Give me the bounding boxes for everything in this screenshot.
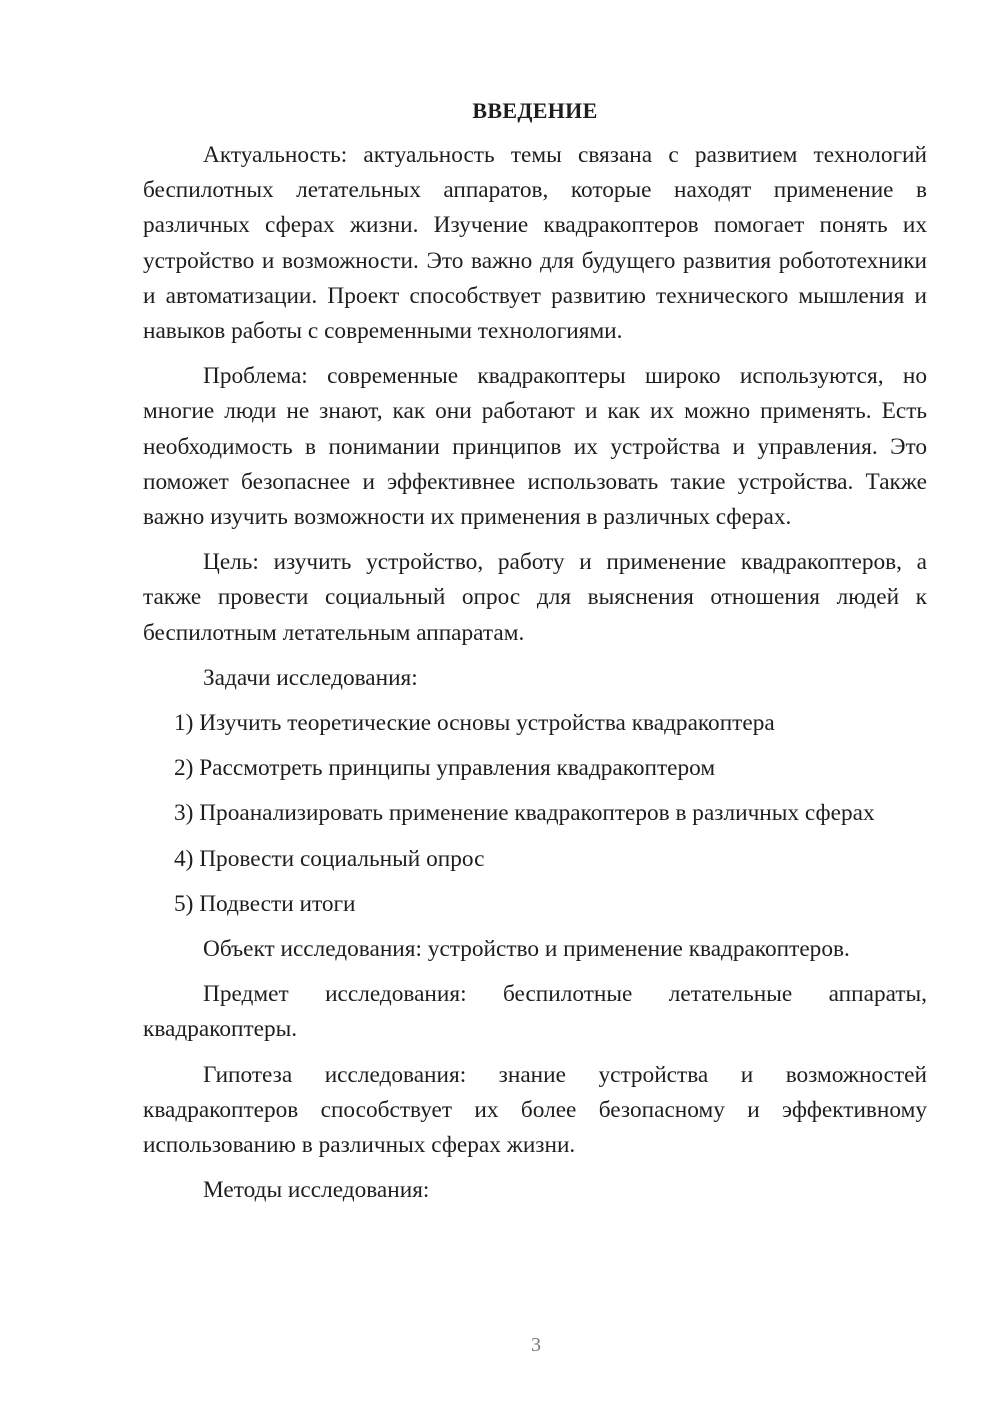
page-title: ВВЕДЕНИЕ bbox=[472, 98, 598, 123]
task-item: 5) Подвести итоги bbox=[174, 890, 356, 917]
problem-paragraph: Проблема: современные квадракоптеры широко используются, но многие люди не знают, как они работают и как их можно применять. Есть необходимость в понимании принципов их устройства и управления. Это поможет безопаснее и эффективнее использовать такие устройства. Также важно изучить возможности их применения в различных сферах. bbox=[143, 363, 927, 531]
task-item: 1) Изучить теоретические основы устройства квадракоптера bbox=[174, 710, 775, 737]
actuality-paragraph: Актуальность: актуальность темы связана с развитием технологий беспилотных летательных аппаратов, которые находят применение в различных сферах жизни. Изучение квадракоптеров помогает понять их устройство и возможности. Это важно для будущего развития робототехники и автоматизации. Проект способствует развитию технического мышления и навыков работы с современными технологиями. bbox=[143, 142, 927, 345]
task-item: 3) Проанализировать применение квадракоптеров в различных сферах bbox=[174, 800, 875, 827]
object-paragraph: Объект исследования: устройство и применение квадракоптеров. bbox=[203, 936, 850, 963]
subject-paragraph: Предмет исследования: беспилотные летательные аппараты, квадракоптеры. bbox=[143, 981, 927, 1043]
task-item: 4) Провести социальный опрос bbox=[174, 845, 485, 872]
goal-paragraph: Цель: изучить устройство, работу и применение квадракоптеров, а также провести социальный опрос для выяснения отношения людей к беспилотным летательным аппаратам. bbox=[143, 549, 927, 646]
methods-heading: Методы исследования: bbox=[203, 1177, 430, 1204]
tasks-list bbox=[143, 706, 927, 922]
page-number: 3 bbox=[531, 1334, 541, 1356]
tasks-heading: Задачи исследования: bbox=[203, 664, 418, 691]
document-page bbox=[143, 96, 927, 1218]
task-item: 2) Рассмотреть принципы управления квадракоптером bbox=[174, 755, 716, 782]
hypothesis-paragraph: Гипотеза исследования: знание устройства и возможностей квадракоптеров способствует их более безопасному и эффективному использованию в различных сферах жизни. bbox=[143, 1061, 927, 1159]
